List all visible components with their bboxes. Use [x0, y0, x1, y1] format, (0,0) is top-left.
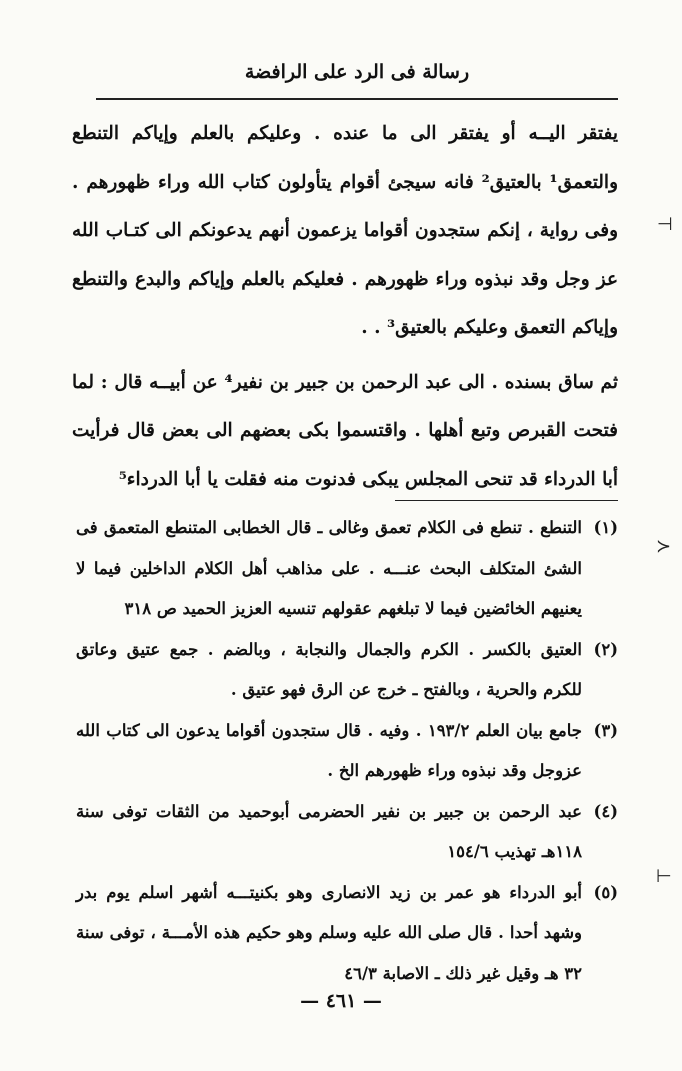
main-text: [72, 110, 618, 504]
footnote-item: [76, 873, 618, 995]
footnote-number: (٢): [593, 639, 618, 659]
page-number: — ٤٦١ —: [300, 990, 382, 1012]
footnote-item: [76, 792, 618, 873]
footnote-text: أبو الدرداء هو عمر بن زيد الانصارى وهو بكنيتـــه أشهر اسلم يوم بدر وشهد أحدا . قال صلى الله عليه وسلم وهو حكيم هذه الأمـــة ، توفى سنة ٣٢ هـ وقيل غير ذلك ـ الاصابة ٤٦/٣: [76, 882, 582, 983]
main-paragraph: يفتقر اليــه أو يفتقر الى ما عنده . وعليكم بالعلم وإياكم التنطع والتعمق¹ بالعتيق² فانه سيجئ أقوام يتأولون كتاب الله وراء ظهورهم . وفى رواية ، إنكم ستجدون أقواما يزعمون أنهم يدعونكم الى كتـاب الله عز وجل وقد نبذوه وراء ظهورهم . فعليكم بالعلم وإياكم والبدع والتنطع وإياكم التعمق وعليكم بالعتيق³ . .: [72, 123, 618, 338]
footnote-text: العتيق بالكسر . الكرم والجمال والنجابة ، وبالضم . جمع عتيق وعاتق للكرم والحرية ، وبالفتح ـ خرج عن الرق فهو عتيق .: [76, 639, 582, 699]
margin-mark-icon: ⊢: [656, 866, 672, 887]
margin-mark-icon: ≻: [656, 536, 672, 557]
footnote-number: (١): [593, 518, 618, 537]
footnote-number: (٣): [593, 720, 618, 740]
running-header: [96, 52, 618, 100]
footnote-number: (٥): [593, 882, 618, 902]
footnote-divider: [395, 500, 618, 501]
footnote-number: (٤): [593, 801, 618, 821]
margin-mark-icon: ⊣: [657, 214, 673, 235]
footnotes: [76, 508, 618, 994]
main-paragraph: ثم ساق بسنده . الى عبد الرحمن بن جبير بن نفير⁴ عن أبيــه قال : لما فتحت القبرص وتبع أهلها . واقتسموا بكى بعضهم الى بعض قال فرأيت أبا الدرداء قد تنحى المجلس يبكى فدنوت منه فقلت يا أبا الدرداء⁵: [72, 371, 618, 490]
footnote-item: [76, 711, 618, 792]
footnote-text: جامع بيان العلم ١٩٣/٢ . وفيه . قال ستجدون أقواما يدعون الى كتاب الله عزوجل وقد نبذوه وراء ظهورهم الخ .: [76, 720, 582, 780]
footnote-item: [76, 630, 618, 711]
page-title: رسالة فى الرد على الرافضة: [244, 61, 470, 83]
footnote-text: عبد الرحمن بن جبير بن نفير الحضرمى أبوحميد من الثقات توفى سنة ١١٨هـ تهذيب ١٥٤/٦: [76, 801, 582, 861]
footnote-item: [76, 508, 618, 630]
footnote-text: التنطع . تنطع فى الكلام تعمق وغالى ـ قال الخطابى المتنطع المتعمق فى الشئ المتكلف البحث عنـــه . على مذاهب أهل الكلام الداخلين فيما لا يعنيهم الخائضين فيما لا تبلغهم عقولهم تنسيه العزيز الحميد ص ٣١٨: [76, 518, 582, 618]
